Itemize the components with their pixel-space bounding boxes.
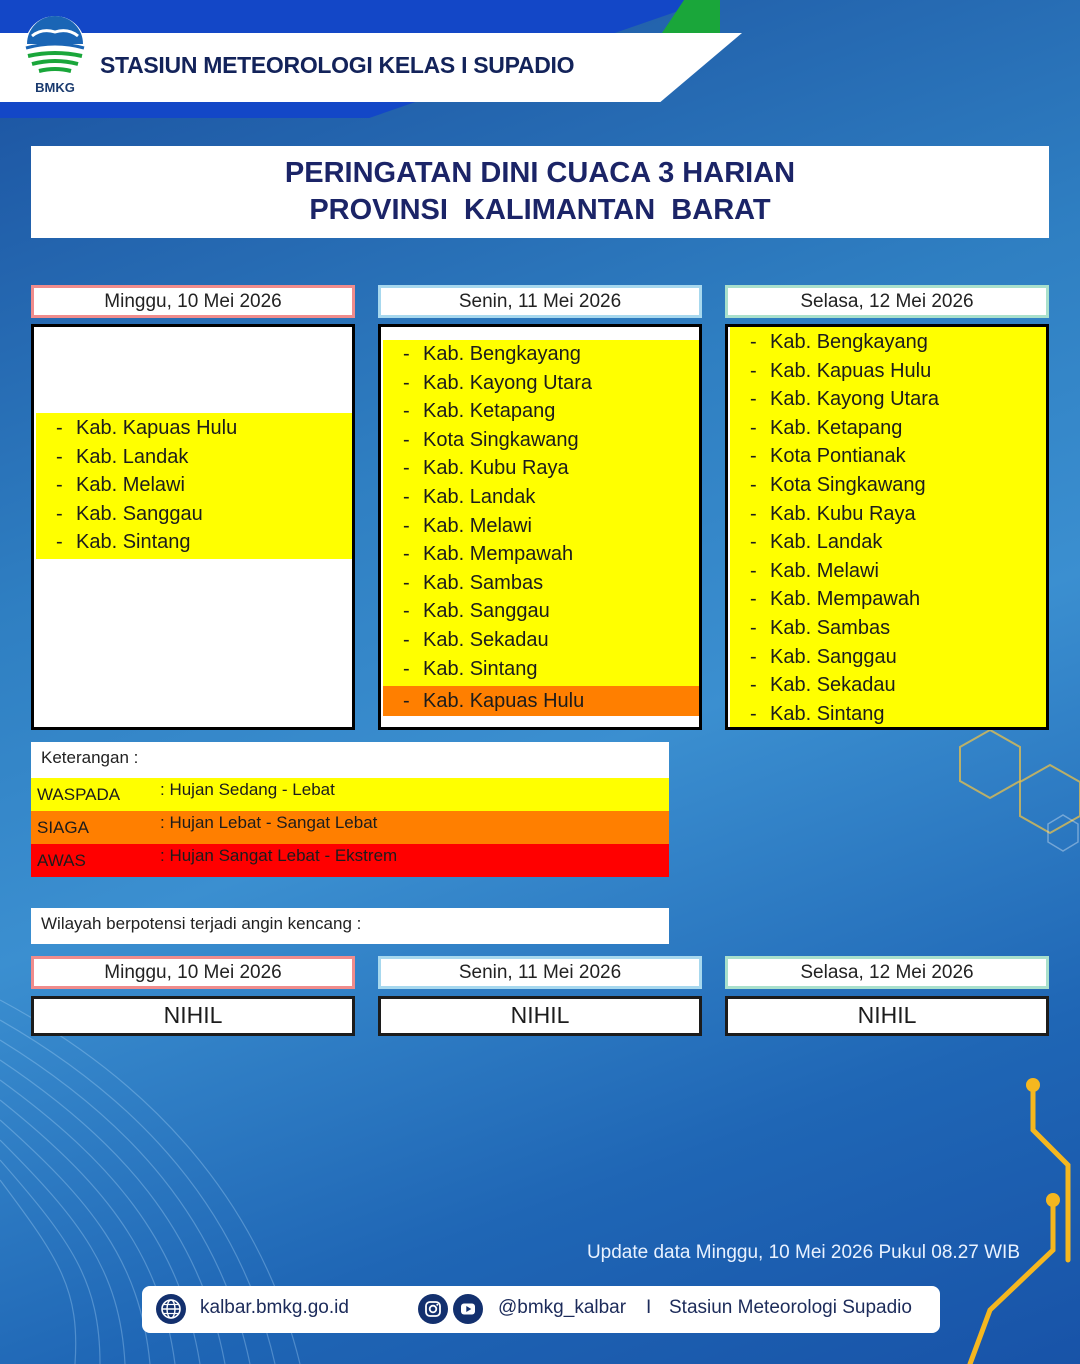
- day1-waspada-area: [36, 413, 352, 559]
- list-item: - Kab. Landak: [750, 531, 883, 554]
- update-timestamp: Update data Minggu, 10 Mei 2026 Pukul 08.27 WIB: [586, 1242, 1020, 1263]
- day3-waspada-area: [730, 327, 1046, 727]
- list-item: - Kab. Sambas: [403, 571, 544, 594]
- list-item: - Kab. Kapuas Hulu: [750, 359, 932, 382]
- wind-day1-date: Minggu, 10 Mei 2026: [31, 956, 355, 989]
- legend-description: : Hujan Sangat Lebat - Ekstrem: [160, 846, 398, 865]
- footer-bar: [142, 1286, 940, 1333]
- wind-heading: Wilayah berpotensi terjadi angin kencang :: [31, 908, 669, 944]
- list-item: - Kota Singkawang: [750, 473, 926, 496]
- social-handle[interactable]: @bmkg_kalbar: [498, 1297, 627, 1318]
- list-item: - Kab. Landak: [56, 445, 189, 468]
- day2-warning-panel: [378, 324, 702, 730]
- day3-date-header: Selasa, 12 Mei 2026: [725, 285, 1049, 318]
- list-item: - Kota Singkawang: [403, 428, 579, 451]
- list-item: - Kab. Bengkayang: [403, 343, 581, 365]
- list-item: - Kab. Kayong Utara: [750, 388, 939, 411]
- day2-date-header: Senin, 11 Mei 2026: [378, 285, 702, 318]
- day1-waspada-list: [36, 414, 352, 557]
- wind-day1-value: NIHIL: [31, 996, 355, 1036]
- list-item: - Kab. Melawi: [56, 474, 185, 497]
- legend-level: AWAS: [37, 851, 86, 870]
- day1-warning-panel: [31, 324, 355, 730]
- list-item: - Kab. Melawi: [750, 559, 879, 582]
- legend-description: : Hujan Lebat - Sangat Lebat: [160, 813, 378, 832]
- day2-waspada-list: [383, 340, 699, 683]
- list-item: - Kab. Sanggau: [750, 645, 897, 668]
- instagram-icon[interactable]: [418, 1294, 448, 1324]
- day1-date-header: Minggu, 10 Mei 2026: [31, 285, 355, 318]
- wind-day2-value: NIHIL: [378, 996, 702, 1036]
- list-item: - Kab. Mempawah: [403, 543, 574, 566]
- legend-heading: Keterangan :: [31, 742, 669, 778]
- list-item: - Kab. Sanggau: [403, 600, 550, 623]
- website-link[interactable]: kalbar.bmkg.go.id: [200, 1297, 349, 1318]
- title-line-1: PERINGATAN DINI CUACA 3 HARIAN: [284, 157, 796, 189]
- legend-waspada-row: [31, 778, 669, 811]
- list-item: - Kab. Kubu Raya: [750, 502, 916, 525]
- list-item: - Kab. Sambas: [750, 616, 891, 639]
- list-item: - Kab. Melawi: [403, 514, 532, 537]
- list-item: - Kab. Kapuas Hulu: [56, 417, 238, 439]
- legend-level: SIAGA: [37, 818, 89, 837]
- day3-waspada-list: [730, 328, 1046, 728]
- wind-day3-value: NIHIL: [725, 996, 1049, 1036]
- page-title: [31, 146, 1049, 238]
- list-item: - Kab. Sanggau: [56, 502, 203, 525]
- list-item: - Kab. Kubu Raya: [403, 457, 569, 480]
- list-item: - Kab. Sekadau: [403, 628, 549, 651]
- day2-waspada-area: [383, 340, 699, 687]
- youtube-icon[interactable]: [453, 1294, 483, 1324]
- legend-siaga-row: [31, 811, 669, 844]
- legend-awas-row: [31, 844, 669, 877]
- legend-description: : Hujan Sedang - Lebat: [160, 780, 335, 799]
- station-name: STASIUN METEOROLOGI KELAS I SUPADIO: [100, 52, 575, 78]
- title-line-2: PROVINSI KALIMANTAN BARAT: [309, 194, 771, 226]
- day3-warning-panel: [725, 324, 1049, 730]
- list-item: - Kota Pontianak: [750, 445, 906, 468]
- globe-icon: [156, 1294, 186, 1324]
- logo-text: BMKG: [35, 80, 75, 95]
- list-item: - Kab. Sintang: [56, 531, 191, 554]
- footer-separator: I: [646, 1297, 652, 1318]
- list-item: - Kab. Kayong Utara: [403, 371, 592, 394]
- wind-day3-date: Selasa, 12 Mei 2026: [725, 956, 1049, 989]
- station-footer-name: Stasiun Meteorologi Supadio: [669, 1297, 912, 1318]
- legend-level: WASPADA: [37, 785, 121, 804]
- list-item: - Kab. Sintang: [750, 702, 885, 725]
- list-item: - Kab. Mempawah: [750, 588, 921, 611]
- list-item: - Kab. Bengkayang: [750, 331, 928, 353]
- list-item: - Kab. Ketapang: [750, 416, 903, 439]
- list-item: - Kab. Ketapang: [403, 400, 556, 423]
- wind-day2-date: Senin, 11 Mei 2026: [378, 956, 702, 989]
- day2-siaga-row: - Kab. Kapuas Hulu: [383, 686, 699, 716]
- list-item: - Kab. Sekadau: [750, 674, 896, 697]
- list-item: - Kab. Sintang: [403, 657, 538, 680]
- list-item: - Kab. Landak: [403, 485, 536, 508]
